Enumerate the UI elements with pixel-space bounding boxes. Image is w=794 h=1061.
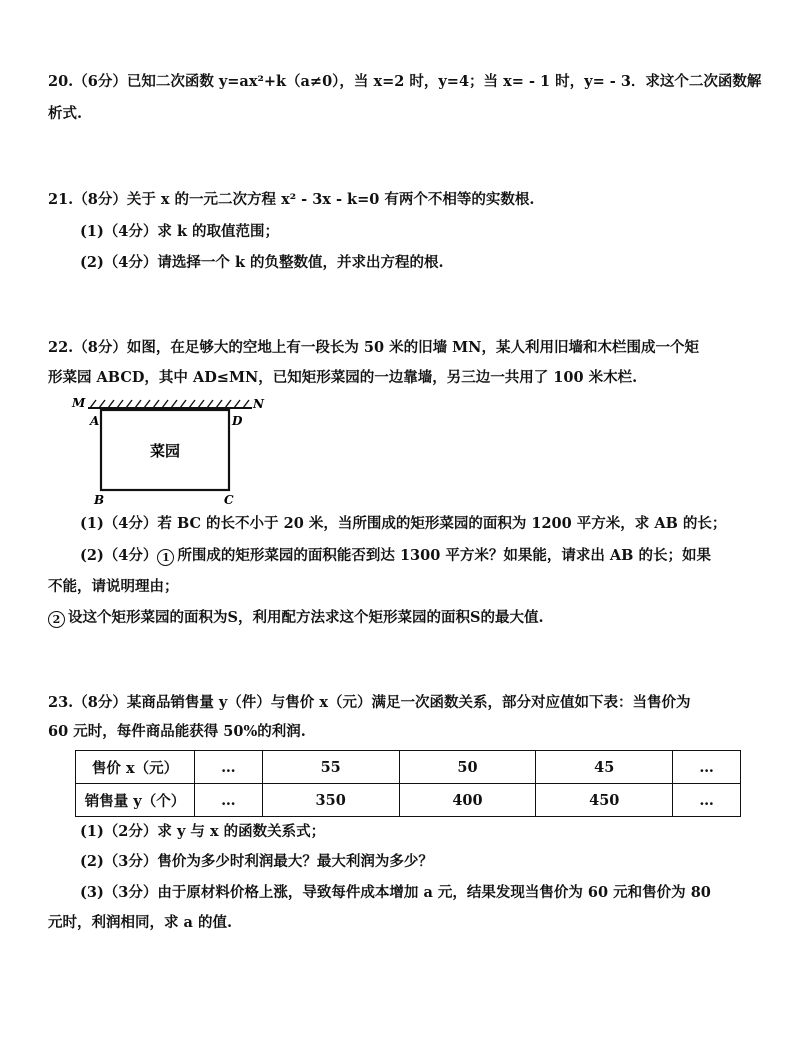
q23-line-1: 23.（8分）某商品销售量 y（件）与售价 x（元）满足一次函数关系，部分对应值如下表：当售价为	[48, 694, 691, 711]
q21-sub-2: (2)（4分）请选择一个 k 的负整数值，并求出方程的根.	[80, 254, 444, 271]
q22-sub-2-text: 所围成的矩形菜园的面积能否到达 1300 平方米？如果能，请求出 AB 的长；如果	[177, 547, 711, 564]
garden-label: 菜园	[149, 442, 181, 460]
table-cell: 50	[399, 751, 536, 784]
table-cell: …	[673, 751, 741, 784]
q22-sub-2-line-2: 不能，请说明理由；	[48, 578, 179, 595]
q23-sub-1: (1)（2分）求 y 与 x 的函数关系式；	[80, 823, 326, 840]
label-b: B	[94, 493, 105, 507]
q22-sub-1: (1)（4分）若 BC 的长不小于 20 米，当所围成的矩形菜园的面积为 1200 平方米，求 AB 的长；	[80, 515, 727, 532]
label-c: C	[224, 493, 234, 507]
q22-line-2: 形菜园 ABCD，其中 AD≤MN，已知矩形菜园的一边靠墙，另三边一共用了 100 米木栏.	[48, 369, 638, 386]
table-cell: …	[195, 784, 263, 817]
label-n: N	[253, 397, 264, 411]
table-cell: 售价 x（元）	[76, 751, 195, 784]
price-sales-table	[75, 750, 741, 817]
table-cell: 销售量 y（个）	[76, 784, 195, 817]
q22-sub-2-part-2	[48, 608, 754, 628]
q22-sub-2	[80, 546, 754, 566]
table-cell: 450	[536, 784, 673, 817]
q20-line-2: 析式.	[48, 105, 83, 122]
q22-sub-2-part-2-text: 设这个矩形菜园的面积为S，利用配方法求这个矩形菜园的面积S的最大值.	[68, 609, 544, 626]
table-row-price	[76, 751, 741, 784]
q23-line-2: 60 元时，每件商品能获得 50%的利润.	[48, 723, 306, 740]
q20-line-1: 20.（6分）已知二次函数 y=ax²+k（a≠0），当 x=2 时，y=4；当 x= - 1 时，y= - 3．求这个二次函数解	[48, 73, 762, 90]
table-cell: 350	[262, 784, 399, 817]
q21-sub-1: (1)（4分）求 k 的取值范围；	[80, 223, 280, 240]
q22-line-1: 22.（8分）如图，在足够大的空地上有一段长为 50 米的旧墙 MN，某人利用旧墙和木栏围成一个矩	[48, 339, 699, 356]
garden-diagram	[70, 394, 270, 510]
table-cell: 45	[536, 751, 673, 784]
q22-sub-2-prefix: (2)（4分）	[80, 547, 158, 564]
wall-hatching	[90, 400, 249, 408]
circled-number-1: 1	[157, 549, 174, 566]
q23-sub-2: (2)（3分）售价为多少时利润最大？最大利润为多少？	[80, 853, 433, 870]
circled-number-2: 2	[48, 611, 65, 628]
table-cell: …	[673, 784, 741, 817]
label-m: M	[72, 396, 86, 410]
label-a: A	[90, 414, 100, 428]
table-cell: 400	[399, 784, 536, 817]
label-d: D	[232, 414, 243, 428]
q21-line-1: 21.（8分）关于 x 的一元二次方程 x² - 3x - k=0 有两个不相等的实数根.	[48, 191, 535, 208]
q23-sub-3-line-2: 元时，利润相同，求 a 的值.	[48, 914, 233, 931]
q23-sub-3-line-1: (3)（3分）由于原材料价格上涨，导致每件成本增加 a 元，结果发现当售价为 60 元和售价为 80	[80, 884, 711, 901]
table-cell: …	[195, 751, 263, 784]
table-row-sales	[76, 784, 741, 817]
table-cell: 55	[262, 751, 399, 784]
